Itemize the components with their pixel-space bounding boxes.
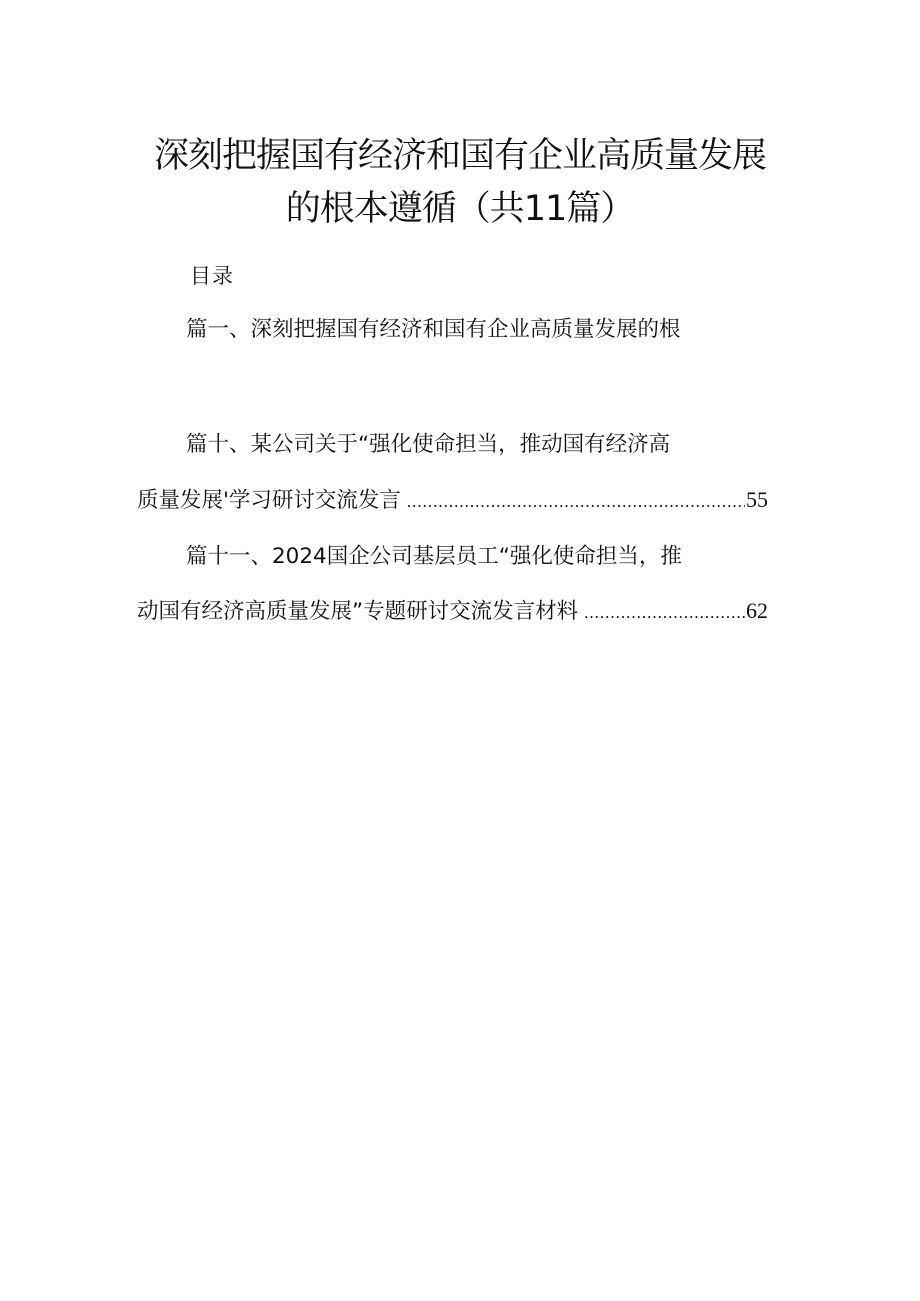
- dot-leader: [407, 488, 745, 516]
- toc-heading: 目录: [190, 264, 234, 288]
- dot-leader: [584, 599, 745, 627]
- document-title-line-1: 深刻把握国有经济和国有企业高质量发展: [153, 136, 766, 176]
- toc-entry-10-line-1[interactable]: 篇十、某公司关于“强化使命担当，推动国有经济高: [186, 432, 671, 457]
- toc-entry-11-page-number: 62: [746, 598, 768, 623]
- toc-entry-11-line-1[interactable]: 篇十一、2024国企公司基层员工“强化使命担当，推: [186, 544, 682, 569]
- toc-entry-10-page-number: 55: [746, 487, 768, 512]
- toc-entry-11-text: 动国有经济高质量发展”专题研讨交流发言材料: [137, 599, 579, 624]
- toc-entry-10-text: 质量发展'学习研讨交流发言: [137, 488, 401, 513]
- toc-entry-10-line-2[interactable]: [137, 486, 768, 516]
- toc-entry-11-line-2[interactable]: [137, 597, 768, 627]
- toc-entry-1[interactable]: 篇一、深刻把握国有经济和国有企业高质量发展的根: [186, 317, 681, 342]
- document-title-line-2: 的根本遵循（共11篇）: [285, 189, 635, 229]
